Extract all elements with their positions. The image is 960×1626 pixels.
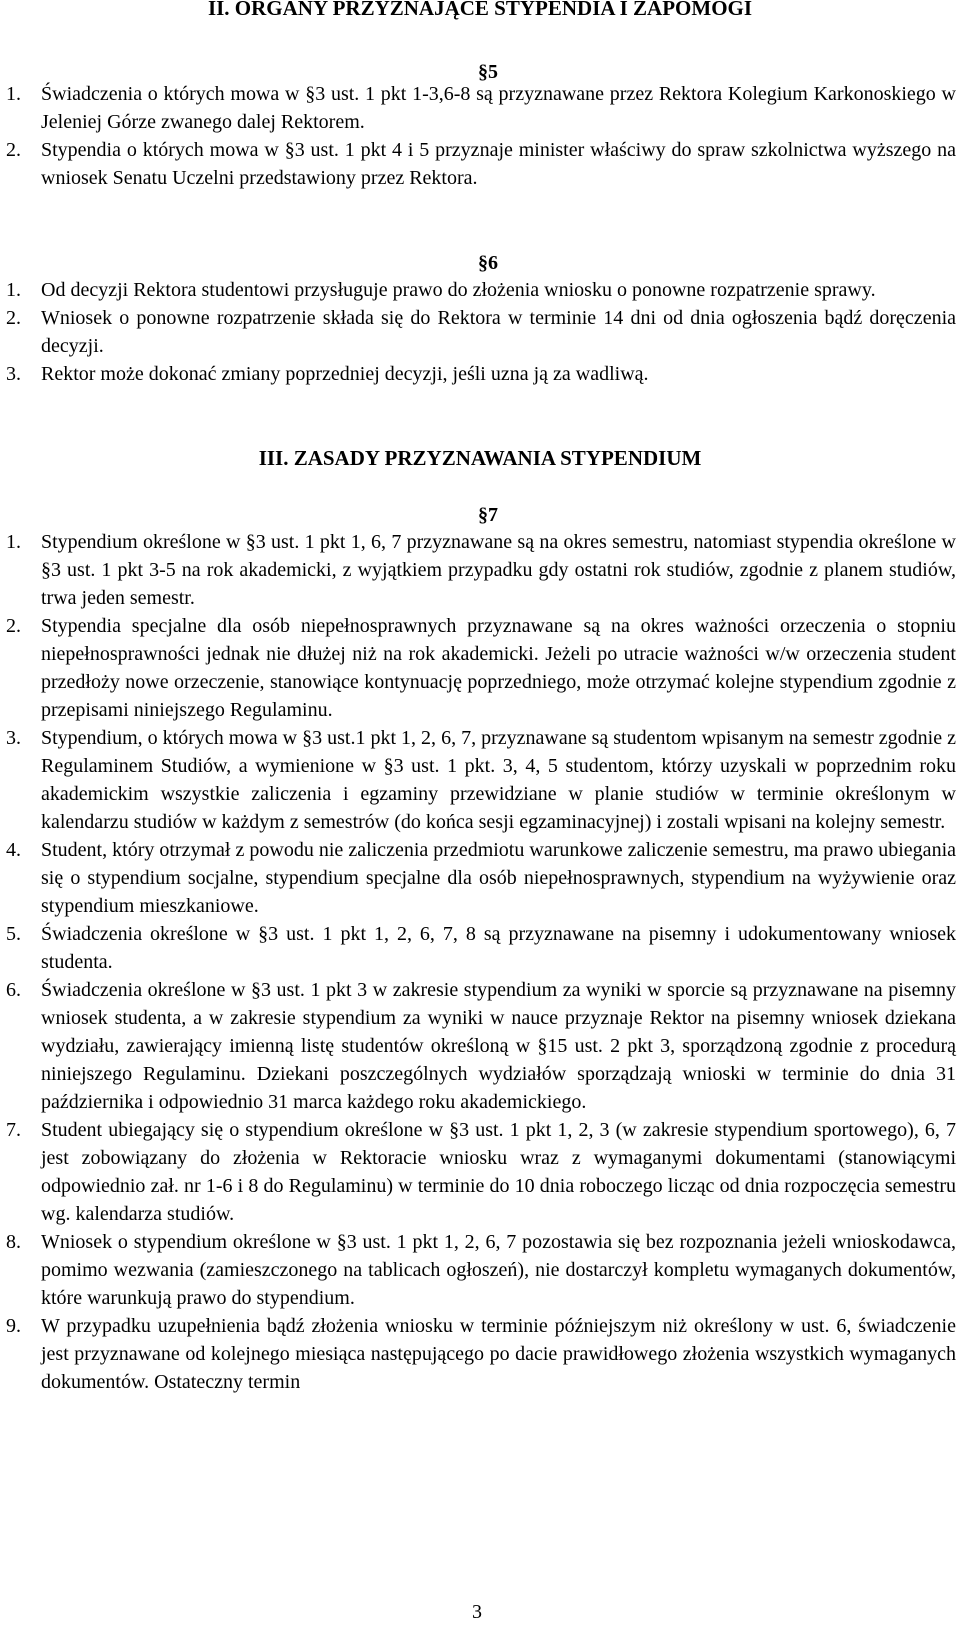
item-text: Wniosek o stypendium określone w §3 ust. 1 pkt 1, 2, 6, 7 pozostawia się bez rozpoznania jeżeli wnioskodawca, pomimo wezwania (zamieszczonego na tablicach ogłoszeń), nie dostarczył kompletu wymaganych dokumentów, które warunkują prawo do stypendium. [41,1231,956,1309]
list-item [6,920,956,976]
item-text: W przypadku uzupełnienia bądź złożenia wniosku w terminie późniejszym niż określony w ust. 6, świadczenie jest przyznawane od kolejnego miesiąca następującego po dacie prawidłowego złożenia wszystkich wymaganych dokumentów. Ostateczny termin [41,1315,956,1393]
item-text: Świadczenia określone w §3 ust. 1 pkt 3 w zakresie stypendium za wyniki w sporcie są przyznawane na pisemny wniosek studenta, a w zakresie stypendium za wyniki w nauce przyznaje Rektor na pisemny wniosek dziekana wydziału, zawierający imienną listę studentów określoną w §15 ust. 2 pkt 3, sporządzoną zgodnie z procedurą niniejszego Regulaminu. Dziekani poszczególnych wydziałów sporządzają wnioski w terminie do dnia 31 października i odpowiednio 31 marca każdego roku akademickiego. [41,979,956,1113]
item-number: 1. [6,279,21,301]
item-text: Stypendia o których mowa w §3 ust. 1 pkt 4 i 5 przyznaje minister właściwy do spraw szkolnictwa wyższego na wniosek Senatu Uczelni przedstawiony przez Rektora. [41,139,956,189]
page-number: 3 [472,1601,482,1623]
item-number: 6. [6,979,21,1001]
item-number: 8. [6,1231,21,1253]
item-number: 2. [6,615,21,637]
item-text: Stypendium, o których mowa w §3 ust.1 pkt 1, 2, 6, 7, przyznawane są studentom wpisanym na semestr zgodnie z Regulaminem Studiów, a wymienione w §3 ust. 1 pkt. 3, 4, 5 studentom, którzy uzyskali w poprzednim roku akademickim wszystkie zaliczenia i egzaminy przewidziane w planie studiów w terminie określonym w kalendarzu studiów w każdym z semestrów (do końca sesji egzaminacyjnej) i zostali wpisani na kolejny semestr. [41,727,956,833]
list-item [6,360,956,388]
item-number: 3. [6,363,21,385]
list-item [6,304,956,360]
item-number: 7. [6,1119,21,1141]
item-text: Stypendium określone w §3 ust. 1 pkt 1, 6, 7 przyznawane są na okres semestru, natomiast stypendia określone w §3 ust. 1 pkt 3-5 na rok akademicki, z wyjątkiem przypadku gdy ostatni rok studiów, zgodnie z planem studiów, trwa jeden semestr. [41,531,956,609]
list-item [6,1116,956,1228]
item-text: Rektor może dokonać zmiany poprzedniej decyzji, jeśli uzna ją za wadliwą. [41,363,649,385]
section-2-heading: II. ORGANY PRZYZNAJĄCE STYPENDIA I ZAPOMOGI [207,0,753,20]
list-item [6,136,956,192]
item-text: Wniosek o ponowne rozpatrzenie składa się do Rektora w terminie 14 dni od dnia ogłoszenia bądź doręczenia decyzji. [41,307,956,357]
list-item [6,976,956,1116]
paragraph-6-items [6,276,956,388]
item-number: 2. [6,139,21,161]
paragraph-5-items [6,80,956,192]
list-item [6,836,956,920]
list-item [6,80,956,136]
list-item [6,1228,956,1312]
item-text: Świadczenia określone w §3 ust. 1 pkt 1, 2, 6, 7, 8 są przyznawane na pisemny i udokumentowany wniosek studenta. [41,923,956,973]
item-number: 9. [6,1315,21,1337]
item-text: Student ubiegający się o stypendium określone w §3 ust. 1 pkt 1, 2, 3 (w zakresie stypendium sportowego), 6, 7 jest zobowiązany do złożenia w Rektoracie wniosku wraz z wymaganymi dokumentami (stanowiącymi odpowiednio zał. nr 1-6 i 8 do Regulaminu) w terminie do 10 dnia roboczego licząc od dnia rozpoczęcia semestru wg. kalendarza studiów. [41,1119,956,1225]
item-number: 2. [6,307,21,329]
item-number: 5. [6,923,21,945]
section-3-heading: III. ZASADY PRZYZNAWANIA STYPENDIUM [258,446,702,470]
item-number: 3. [6,727,21,749]
list-item [6,724,956,836]
item-number: 4. [6,839,21,861]
list-item [6,528,956,612]
list-item [6,1312,956,1396]
item-number: 1. [6,531,21,553]
list-item [6,612,956,724]
list-item [6,276,956,304]
paragraph-5-symbol: §5 [478,61,498,83]
paragraph-7-items [6,528,956,1396]
item-text: Stypendia specjalne dla osób niepełnosprawnych przyznawane są na okres ważności orzeczenia o stopniu niepełnosprawności jednak nie dłużej niż na rok akademicki. Jeżeli po utracie ważności w/w orzeczenia student przedłoży nowe orzeczenie, stanowiące kontynuację poprzedniego, może otrzymać kolejne stypendium zgodnie z przepisami niniejszego Regulaminu. [41,615,956,721]
paragraph-6-symbol: §6 [478,252,498,274]
item-text: Od decyzji Rektora studentowi przysługuje prawo do złożenia wniosku o ponowne rozpatrzenie sprawy. [41,279,876,301]
item-text: Student, który otrzymał z powodu nie zaliczenia przedmiotu warunkowe zaliczenie semestru, ma prawo ubiegania się o stypendium socjalne, stypendium specjalne dla osób niepełnosprawnych, stypendium na wyżywienie oraz stypendium mieszkaniowe. [41,839,956,917]
item-number: 1. [6,83,21,105]
paragraph-7-symbol: §7 [478,504,498,526]
item-text: Świadczenia o których mowa w §3 ust. 1 pkt 1-3,6-8 są przyznawane przez Rektora Kolegium Karkonoskiego w Jeleniej Górze zwanego dalej Rektorem. [41,83,956,133]
